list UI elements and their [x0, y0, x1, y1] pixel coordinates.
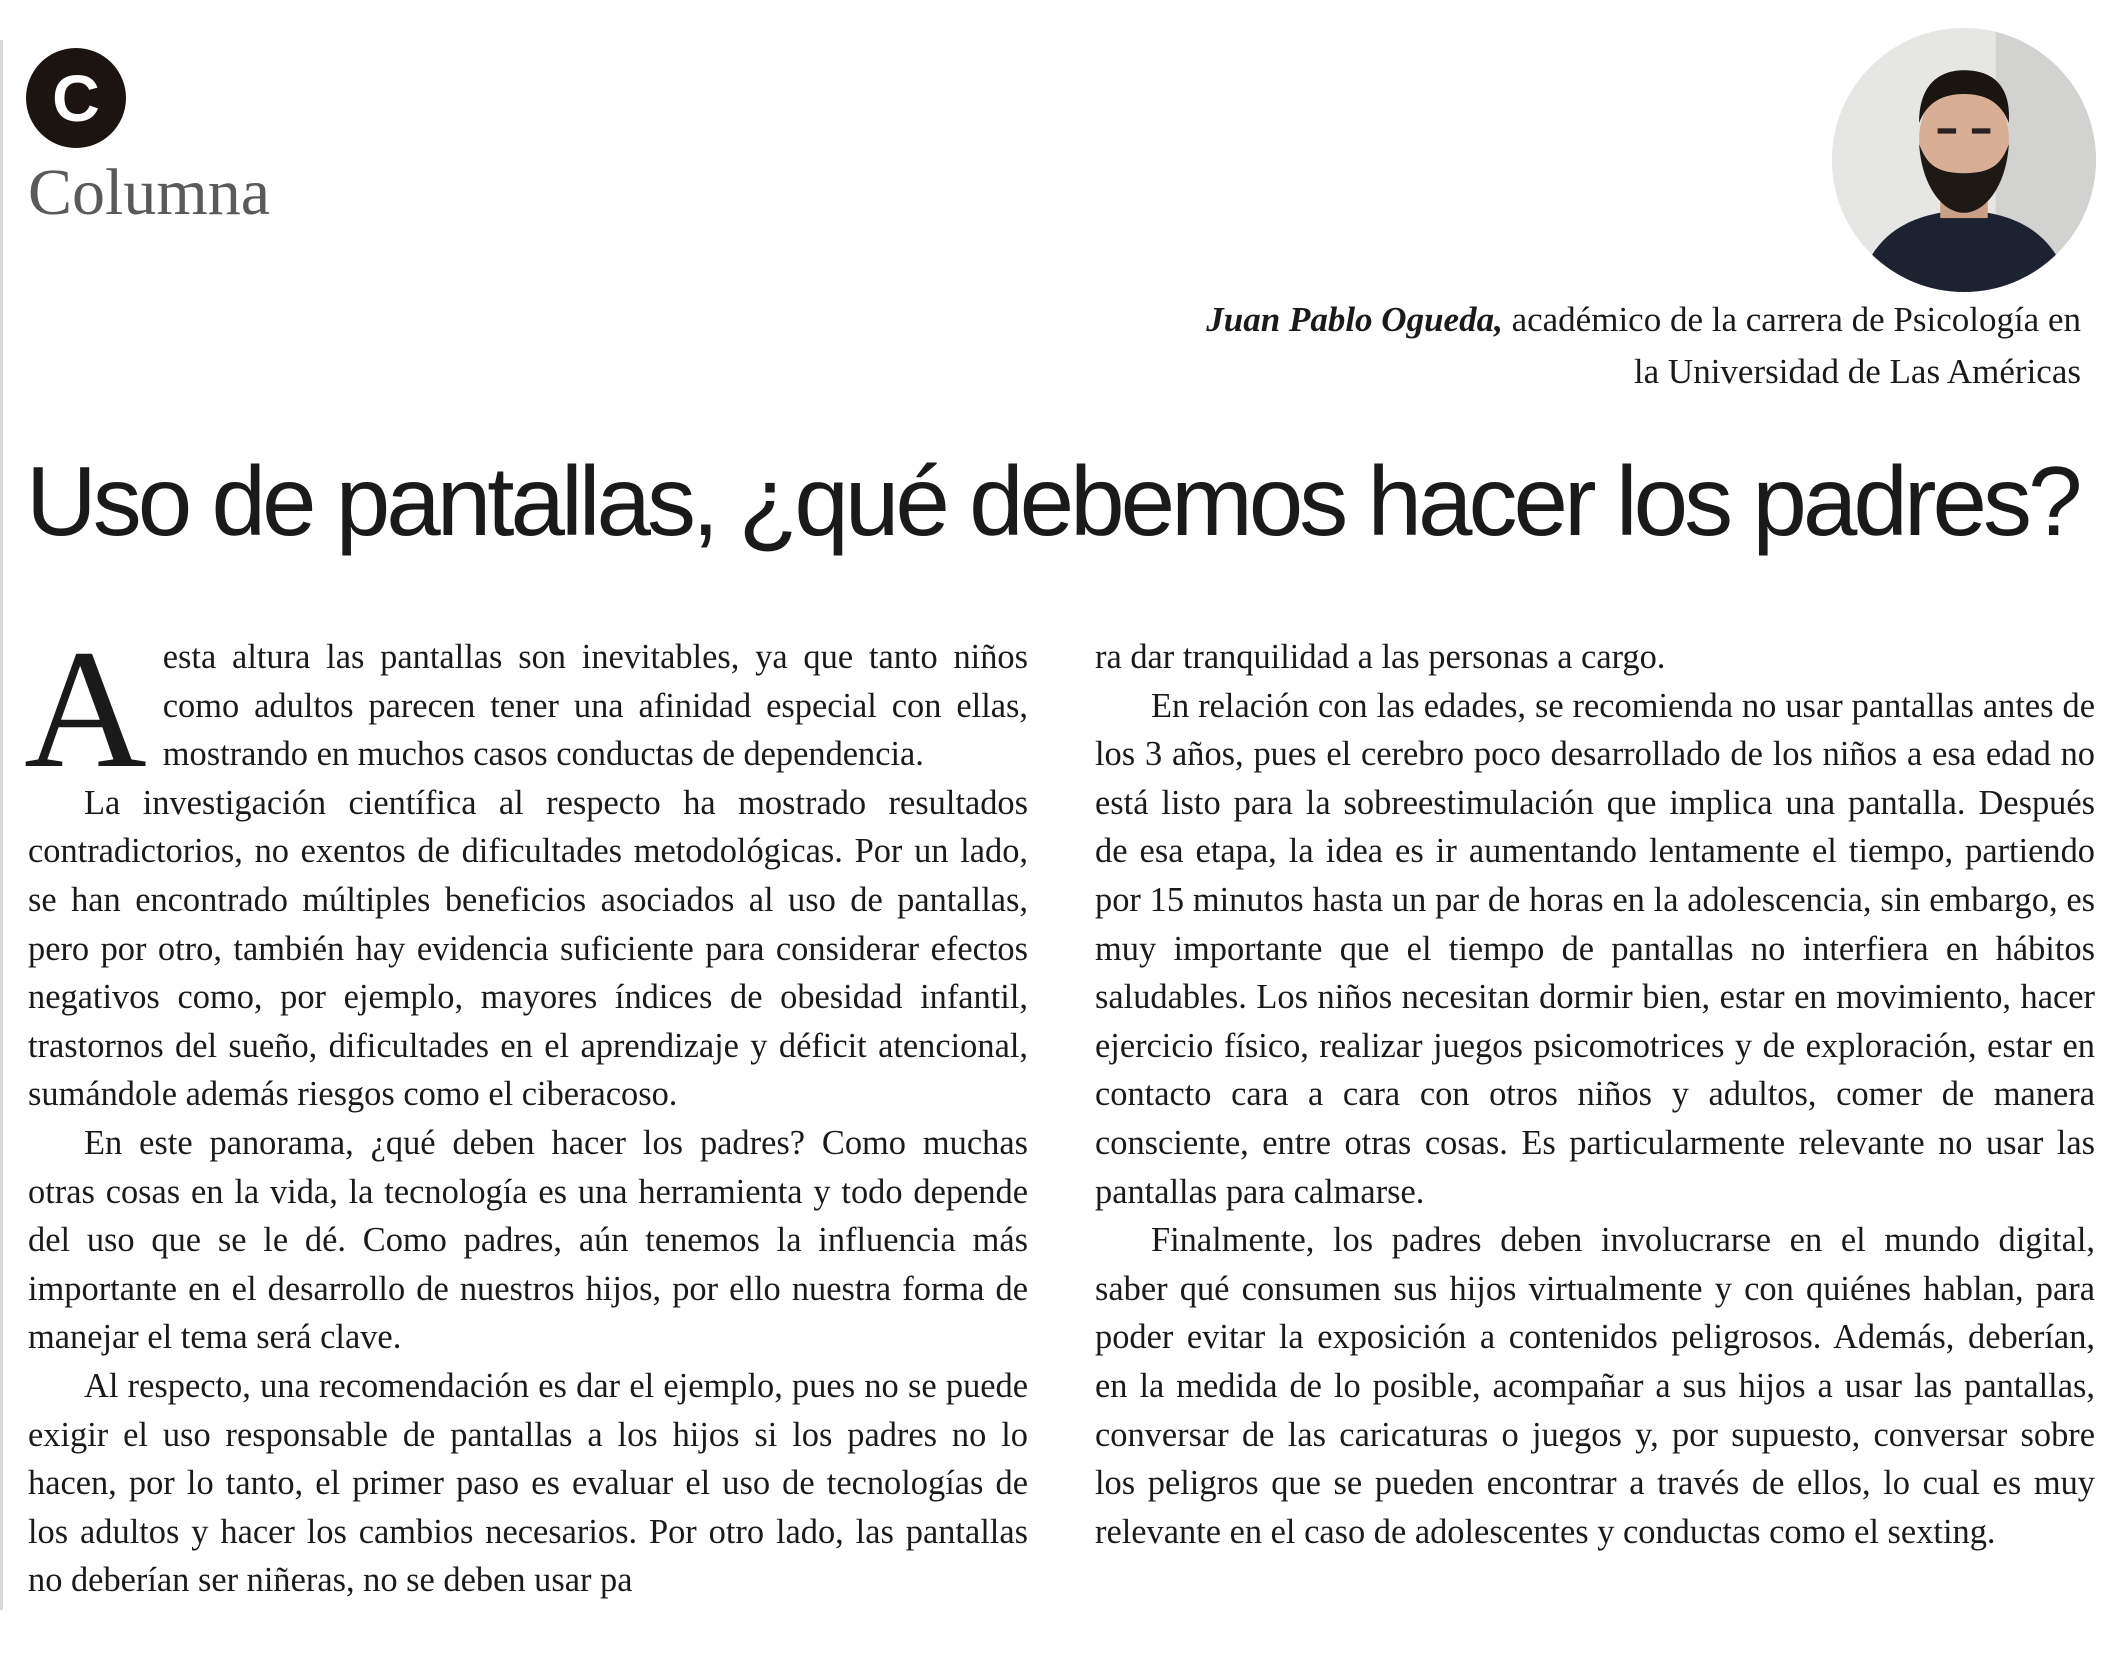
page-edge-rule: [0, 40, 3, 1610]
article-column-left: [24, 615, 1028, 1605]
article-paragraph: En relación con las edades, se recomienda no usar pantallas antes de los 3 años, pues el cerebro poco desarrollado de los niños a esa edad no está listo para la sobreestimulación que implica una pantalla. Después de esa etapa, la idea es ir aumentando lentamente el tiempo, partiendo por 15 minutos hasta un par de horas en la adolescencia, sin embargo, es muy importante que el tiempo de pantallas no interfiera en hábitos saludables. Los niños necesitan dormir bien, estar en movimiento, hacer ejercicio físico, realizar juegos psicomotrices y de exploración, estar en contacto cara a cara con otros niños y adultos, comer de manera consciente, entre otras cosas. Es particularmente relevante no usar las pantallas para calmarse.: [1095, 686, 2095, 1211]
author-portrait-icon: [1832, 28, 2096, 292]
section-badge: [26, 48, 126, 148]
author-byline: [1181, 294, 2081, 398]
article-paragraph: En este panorama, ¿qué deben hacer los padres? Como muchas otras cosas en la vida, la tecnología es una herramienta y todo depende del uso que se le dé. Como padres, aún tenemos la influencia más importante en el desarrollo de nuestros hijos, por ello nuestra forma de manejar el tema será clave.: [28, 1123, 1028, 1357]
drop-cap: A: [24, 615, 147, 803]
article-paragraph: ra dar tranquilidad a las personas a cargo.: [1095, 638, 1666, 676]
author-photo: [1832, 28, 2096, 292]
article-paragraph: Al respecto, una recomendación es dar el ejemplo, pues no se puede exigir el uso responsable de pantallas a los hijos si los padres no lo hacen, por lo tanto, el primer paso es evaluar el uso de tecnologías de los adultos y hacer los cambios necesarios. Por otro lado, las pantallas no deberían ser niñeras, no se deben usar pa: [28, 1366, 1028, 1600]
section-badge-letter: C: [52, 61, 100, 135]
article-column-right: [1095, 633, 2095, 1556]
article-title: Uso de pantallas, ¿qué debemos hacer los padres?: [26, 446, 2079, 556]
article-paragraph: A esta altura las pantallas son inevitables, ya que tanto niños como adultos parecen tener una afinidad especial con ellas, mostrando en muchos casos conductas de dependencia.: [24, 615, 1028, 803]
section-label: Columna: [28, 156, 270, 229]
author-description: académico de la carrera de Psicología en la Universidad de Las Américas: [1502, 300, 2081, 391]
author-name: Juan Pablo Ogueda,: [1206, 300, 1503, 339]
article-paragraph: La investigación científica al respecto ha mostrado resultados contradictorios, no exentos de dificultades metodológicas. Por un lado, se han encontrado múltiples beneficios asociados al uso de pantallas, pero por otro, también hay evidencia suficiente para considerar efectos negativos como, por ejemplo, mayores índices de obesidad infantil, trastornos del sueño, dificultades en el aprendizaje y déficit atencional, sumándole además riesgos como el ciberacoso.: [28, 783, 1028, 1114]
article-paragraph: Finalmente, los padres deben involucrarse en el mundo digital, saber qué consumen sus hijos virtualmente y con quiénes hablan, para poder evitar la exposición a contenidos peligrosos. Además, deberían, en la medida de lo posible, acompañar a sus hijos a usar las pantallas, conversar de las caricaturas o juegos y, por supuesto, conversar sobre los peligros que se pueden encontrar a través de ellos, lo cual es muy relevante en el caso de adolescentes y conductas como el sexting.: [1095, 1221, 2095, 1551]
